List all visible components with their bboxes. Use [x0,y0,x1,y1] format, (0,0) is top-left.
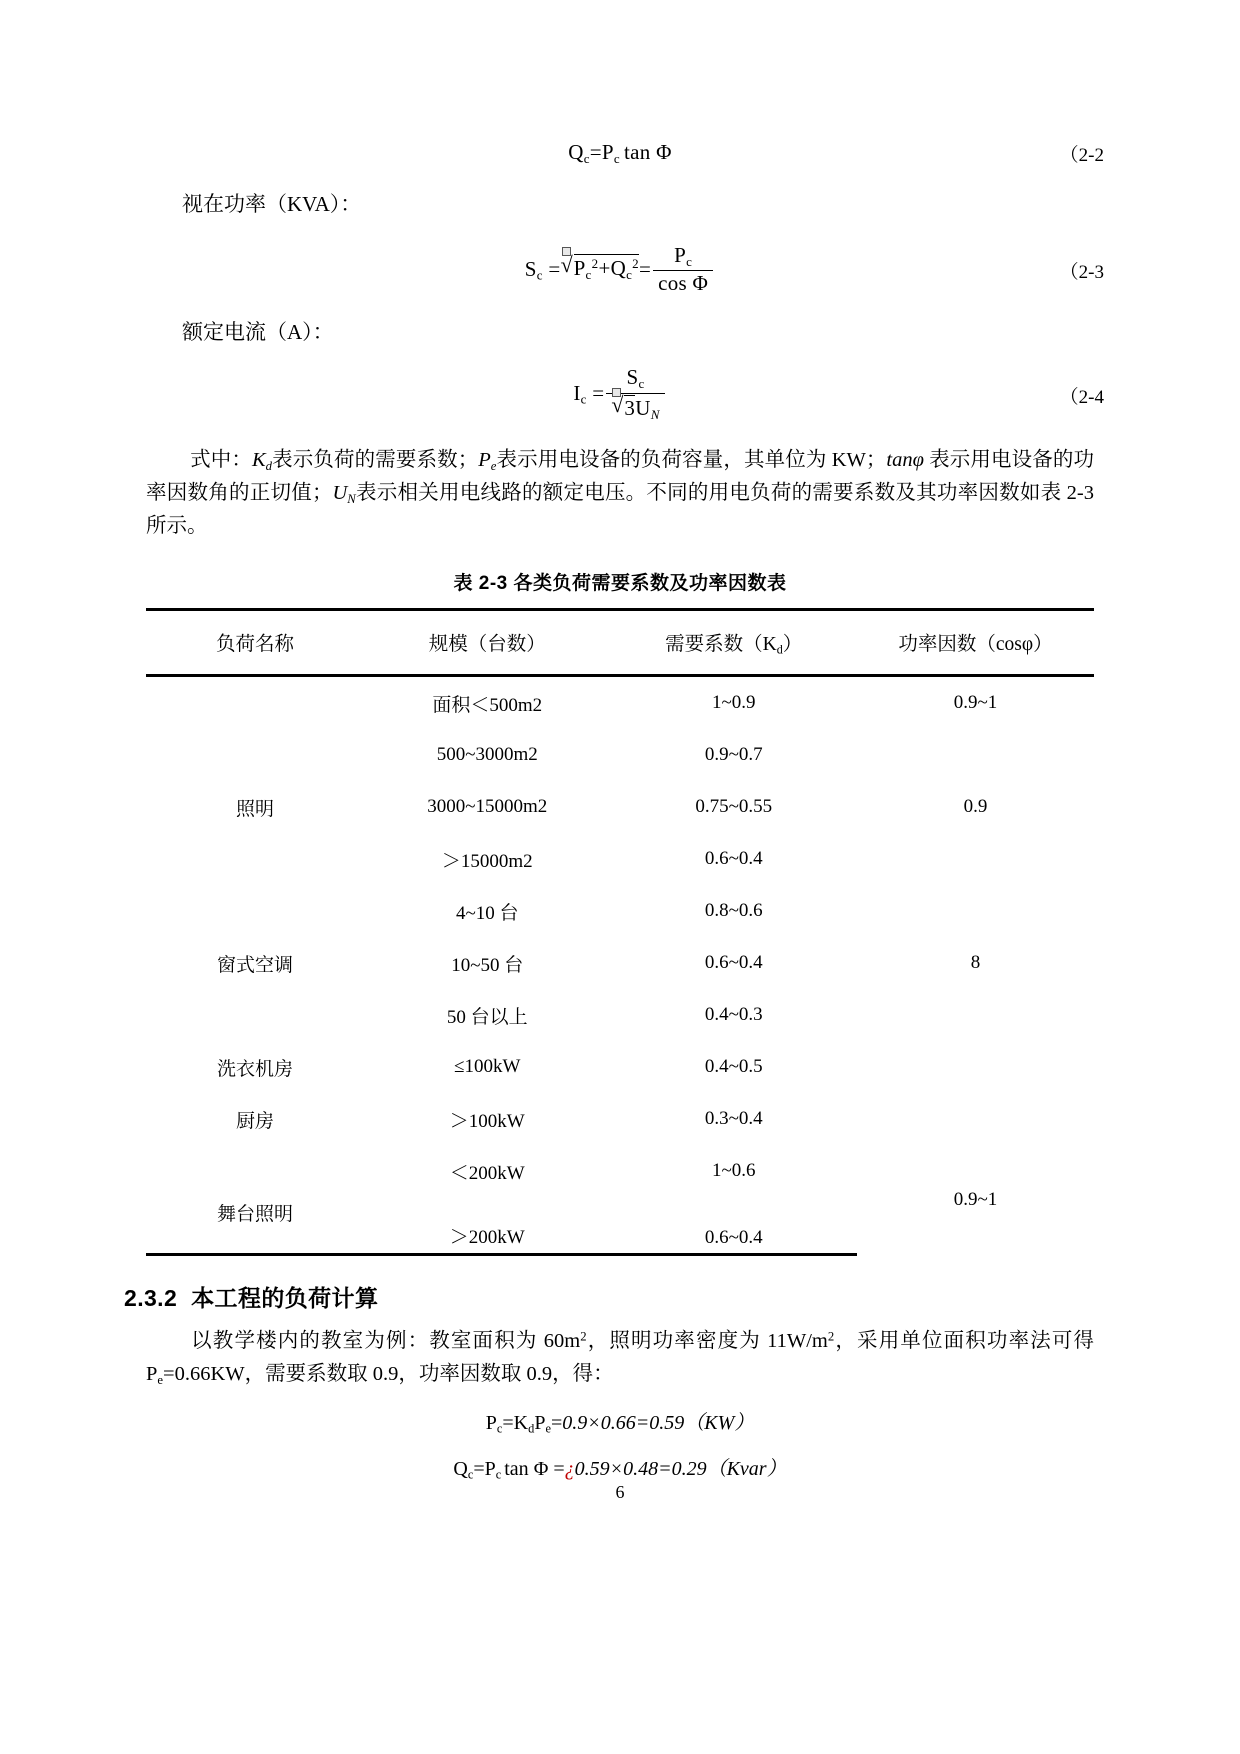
equation-2-4 [573,367,666,423]
eq24-frac-s-sub: c [638,375,645,391]
eq24-equals: = [592,380,605,405]
cell-power-factor [857,885,1094,937]
cell-demand-factor: 0.4~0.3 [704,1004,763,1026]
calc2-q-sub: c [467,1468,474,1483]
section-title: 本工程的负荷计算 [191,1285,379,1312]
cell-scale: ＞15000m2 [441,850,533,872]
table-header-row [146,609,1094,676]
cell-power-factor: 0.9 [963,796,988,818]
eq23-frac-p: P [674,242,687,267]
calc2-red-marker: ¿ [564,1458,575,1481]
eq22-phi: Φ [656,139,672,164]
eq23-plus: + [598,256,611,281]
cell-load-name [146,676,364,730]
calc2-p-sub: c [495,1468,502,1483]
header-demand-factor-text: 需要系数（K [665,633,777,655]
equation-2-3-row [146,242,1104,299]
calc1-pe: P [534,1411,546,1434]
calc1-eq2: = [550,1411,563,1434]
section-body-sup-2: 2 [827,1329,835,1344]
symbol-kd: K [251,449,266,471]
table-row [146,729,1094,781]
eq23-q: Q [610,256,627,281]
sqrt3-index-box [612,388,621,397]
calc2-eq1: = [473,1458,485,1481]
calc2-p: P [484,1458,496,1481]
cell-demand-factor: 0.9~0.7 [704,744,763,766]
eq23-frac-p-sub: c [686,253,693,269]
section-body-sup-1: 2 [580,1329,587,1344]
page-number: 6 [615,1482,625,1502]
sqrt-icon [561,254,639,283]
cell-demand-factor: 0.3~0.4 [704,1108,763,1130]
eq22-q: Q [568,139,584,164]
header-load-name: 负荷名称 [146,609,364,676]
table-caption: 表 2-3 各类负荷需要系数及功率因数表 [453,572,787,594]
page-content [124,0,1104,1483]
cell-load-name [146,833,364,885]
cell-scale: 4~10 台 [456,902,519,924]
notation-paragraph [146,444,1094,544]
eq23-p-sub: c [585,267,592,283]
calc1-kd-sub: d [528,1421,535,1436]
table-row [146,781,1094,833]
eq23-p-sup: 2 [591,256,599,272]
cell-demand-factor: 1~0.6 [711,1160,756,1182]
cell-power-factor: 0.9~1 [953,1188,998,1210]
equation-2-3-number: （2-3 [1059,262,1104,283]
eq22-p-sub: c [613,150,620,166]
sqrt3-icon [611,395,635,421]
cell-power-factor [857,1041,1094,1145]
calc2-unit: （Kvar） [706,1458,787,1481]
rated-current-label: 额定电流（A）： [182,319,334,344]
cell-load-name [146,989,364,1041]
sqrt-index-box [562,247,571,256]
cell-load-name: 照明 [236,798,275,820]
eq24-u-sub: N [650,406,660,422]
header-kd-close: ） [782,633,803,655]
symbol-kd-sub: d [265,458,273,473]
eq24-root3: 3 [624,395,636,420]
section-body-sub-1: e [157,1373,164,1388]
eq23-fraction [653,244,713,296]
equation-2-4-row [146,365,1104,424]
eq24-u: U [635,395,651,420]
equation-2-2-number: （2-2 [1059,144,1104,166]
cell-scale: ＞200kW [364,1197,610,1255]
cell-scale: 面积＜500m2 [432,694,543,716]
table-row [146,989,1094,1041]
eq24-frac-den [606,394,664,422]
symbol-pe: P [478,449,491,471]
header-power-factor: 功率因数（cosφ） [857,609,1094,676]
calculation-line-1 [146,1406,1094,1437]
eq23-frac-den: cos Φ [658,270,709,295]
para-text-1: 式中： [190,449,252,471]
symbol-tanphi: tanφ [886,449,924,471]
calc1-eq1: = [502,1411,514,1434]
cell-scale: 500~3000m2 [436,744,538,766]
eq24-frac-s: S [626,365,639,390]
cell-load-name: 洗衣机房 [217,1058,294,1080]
cell-demand-factor: 1~0.9 [711,692,756,714]
eq23-radicand [574,254,639,283]
header-kd-sub: d [776,642,783,657]
table-row [146,833,1094,885]
eq24-i-sub: c [580,391,587,407]
cell-load-name [146,729,364,781]
header-demand-factor [611,609,857,676]
equation-2-4-number: （2-4 [1059,386,1104,408]
eq24-i: I [573,380,581,405]
eq23-p: P [573,256,586,281]
calc2-phi: Φ [533,1458,549,1481]
section-body-3: ，采用单位面积功率法可得P [146,1330,1095,1386]
cell-power-factor: 8 [970,952,981,974]
eq23-s-sub: c [536,267,543,283]
table-row [146,885,1094,937]
eq22-q-sub: c [583,150,590,166]
section-body-paragraph [146,1325,1094,1391]
calc1-p: P [485,1411,497,1434]
symbol-un: U [332,482,348,505]
calc2-q: Q [453,1458,468,1481]
calc1-value: 0.9×0.66=0.59 [562,1411,685,1434]
section-body-2: ，照明功率密度为 11W/m [586,1330,828,1353]
table-row [146,1041,1094,1093]
para-text-3: 表示用电设备的负荷容量，其单位为 KW； [496,449,887,471]
calc2-eq2: = [553,1458,565,1481]
para-text-4: 表示用电设备的功率因数角的正切值； [146,449,1095,505]
eq23-q-sup: 2 [632,256,639,272]
equation-2-2 [568,140,672,167]
cell-scale: ≤100kW [454,1056,521,1078]
eq23-s: S [524,256,537,281]
equation-2-2-row [146,137,1104,169]
cell-power-factor [857,729,1094,781]
calc2-value: 0.59×0.48=0.29 [574,1458,707,1481]
header-scale: 规模（台数） [364,609,610,676]
symbol-pe-sub: e [490,458,497,473]
cell-load-name [146,885,364,937]
section-body-1: 以教学楼内的教室为例：教室面积为 60m [190,1330,581,1353]
eq23-q-sub: c [626,267,633,283]
calc1-unit: （KW） [684,1411,755,1434]
section-number: 2.3.2 [124,1285,178,1312]
section-body-4: =0.66KW，需要系数取 0.9，功率因数取 0.9，得： [163,1363,614,1386]
calculation-line-2 [146,1452,1094,1483]
cell-load-name: 厨房 [236,1110,275,1132]
table-row [146,1145,1094,1197]
section-heading [124,1280,1094,1313]
cell-power-factor: 0.9~1 [953,692,998,714]
cell-scale: 3000~15000m2 [427,796,548,818]
para-text-5: 表示相关用电线路的额定电压。不同的用电负荷的需要系数及其功率因数如表 2-3 所示。 [146,482,1095,538]
calc2-tan: tan [504,1458,529,1481]
calc1-kd: K [513,1411,529,1434]
cell-scale: 10~50 台 [451,954,524,976]
cell-demand-factor: 0.75~0.55 [695,796,773,818]
cell-scale: 50 台以上 [446,1006,528,1028]
cell-scale: ＞100kW [449,1110,525,1132]
apparent-power-label: 视在功率（KVA）： [182,192,362,216]
eq22-equals: = [589,139,602,164]
para-text-2: 表示负荷的需要系数； [272,449,479,471]
eq23-equals-2: = [638,256,652,281]
cell-demand-factor: 0.6~0.4 [611,1197,857,1255]
symbol-un-sub: N [347,492,356,507]
cell-demand-factor: 0.8~0.6 [704,900,763,922]
cell-power-factor [857,989,1094,1041]
eq23-frac-num [653,244,713,271]
eq22-p: P [601,139,614,164]
eq23-equals-1: = [548,256,561,281]
table-row [146,937,1094,989]
cell-load-name [146,1145,364,1197]
cell-load-name: 舞台照明 [146,1197,364,1255]
equation-2-3 [524,242,715,297]
cell-demand-factor: 0.6~0.4 [704,952,763,974]
cell-load-name: 窗式空调 [217,954,294,976]
cell-demand-factor: 0.4~0.5 [704,1056,763,1078]
cell-demand-factor: 0.6~0.4 [704,848,763,870]
eq22-tan: tan [623,139,651,164]
eq24-fraction [606,366,664,422]
table-row [146,676,1094,730]
load-demand-factor-table [146,608,1094,1257]
cell-scale: ＜200kW [449,1162,525,1184]
calc1-p-sub: c [496,1421,503,1436]
cell-power-factor [857,833,1094,885]
calc1-pe-sub: e [545,1421,551,1436]
